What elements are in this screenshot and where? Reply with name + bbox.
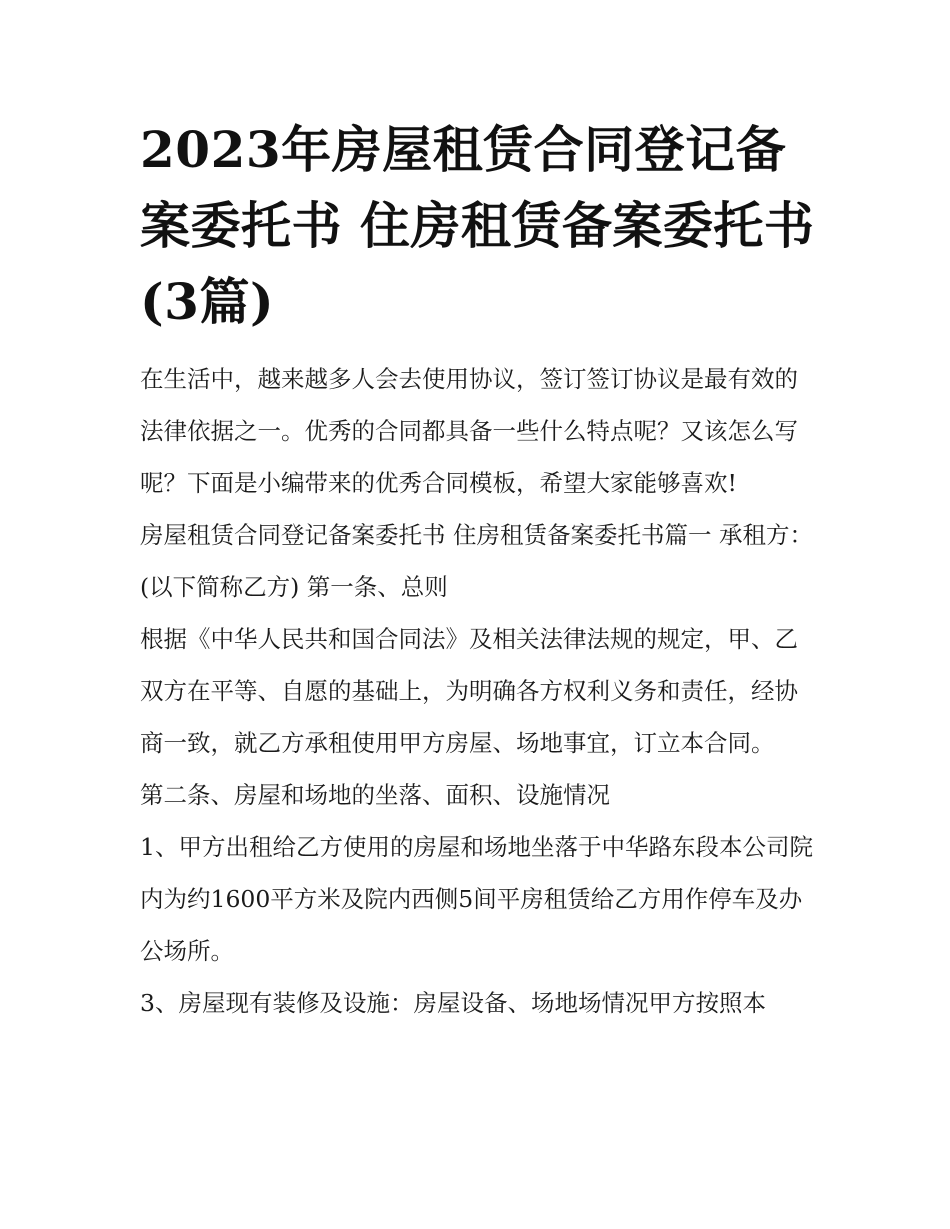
document-title: 2023年房屋租赁合同登记备案委托书 住房租赁备案委托书(3篇) (140, 120, 815, 331)
paragraph-item-one: 1、甲方出租给乙方使用的房屋和场地坐落于中华路东段本公司院内为约1600平方米及院内西侧5间平房租赁给乙方用作停车及办公场所。 (140, 833, 813, 965)
document-body (140, 353, 820, 1029)
paragraph-item-three: 3、房屋现有装修及设施：房屋设备、场地场情况甲方按照本 (140, 989, 766, 1017)
paragraph-article-two: 第二条、房屋和场地的坐落、面积、设施情况 (140, 781, 610, 809)
paragraph-general-rules: 根据《中华人民共和国合同法》及相关法律法规的规定，甲、乙双方在平等、自愿的基础上，为明确各方权利义务和责任，经协商一致，就乙方承租使用甲方房屋、场地事宜，订立本合同。 (140, 625, 798, 757)
paragraph-intro: 在生活中，越来越多人会去使用协议，签订签订协议是最有效的法律依据之一。优秀的合同都具备一些什么特点呢？又该怎么写呢？下面是小编带来的优秀合同模板，希望大家能够喜欢! (140, 365, 798, 497)
paragraph-heading: 房屋租赁合同登记备案委托书 住房租赁备案委托书篇一 承租方： (以下简称乙方) 第一条、总则 (140, 521, 813, 601)
